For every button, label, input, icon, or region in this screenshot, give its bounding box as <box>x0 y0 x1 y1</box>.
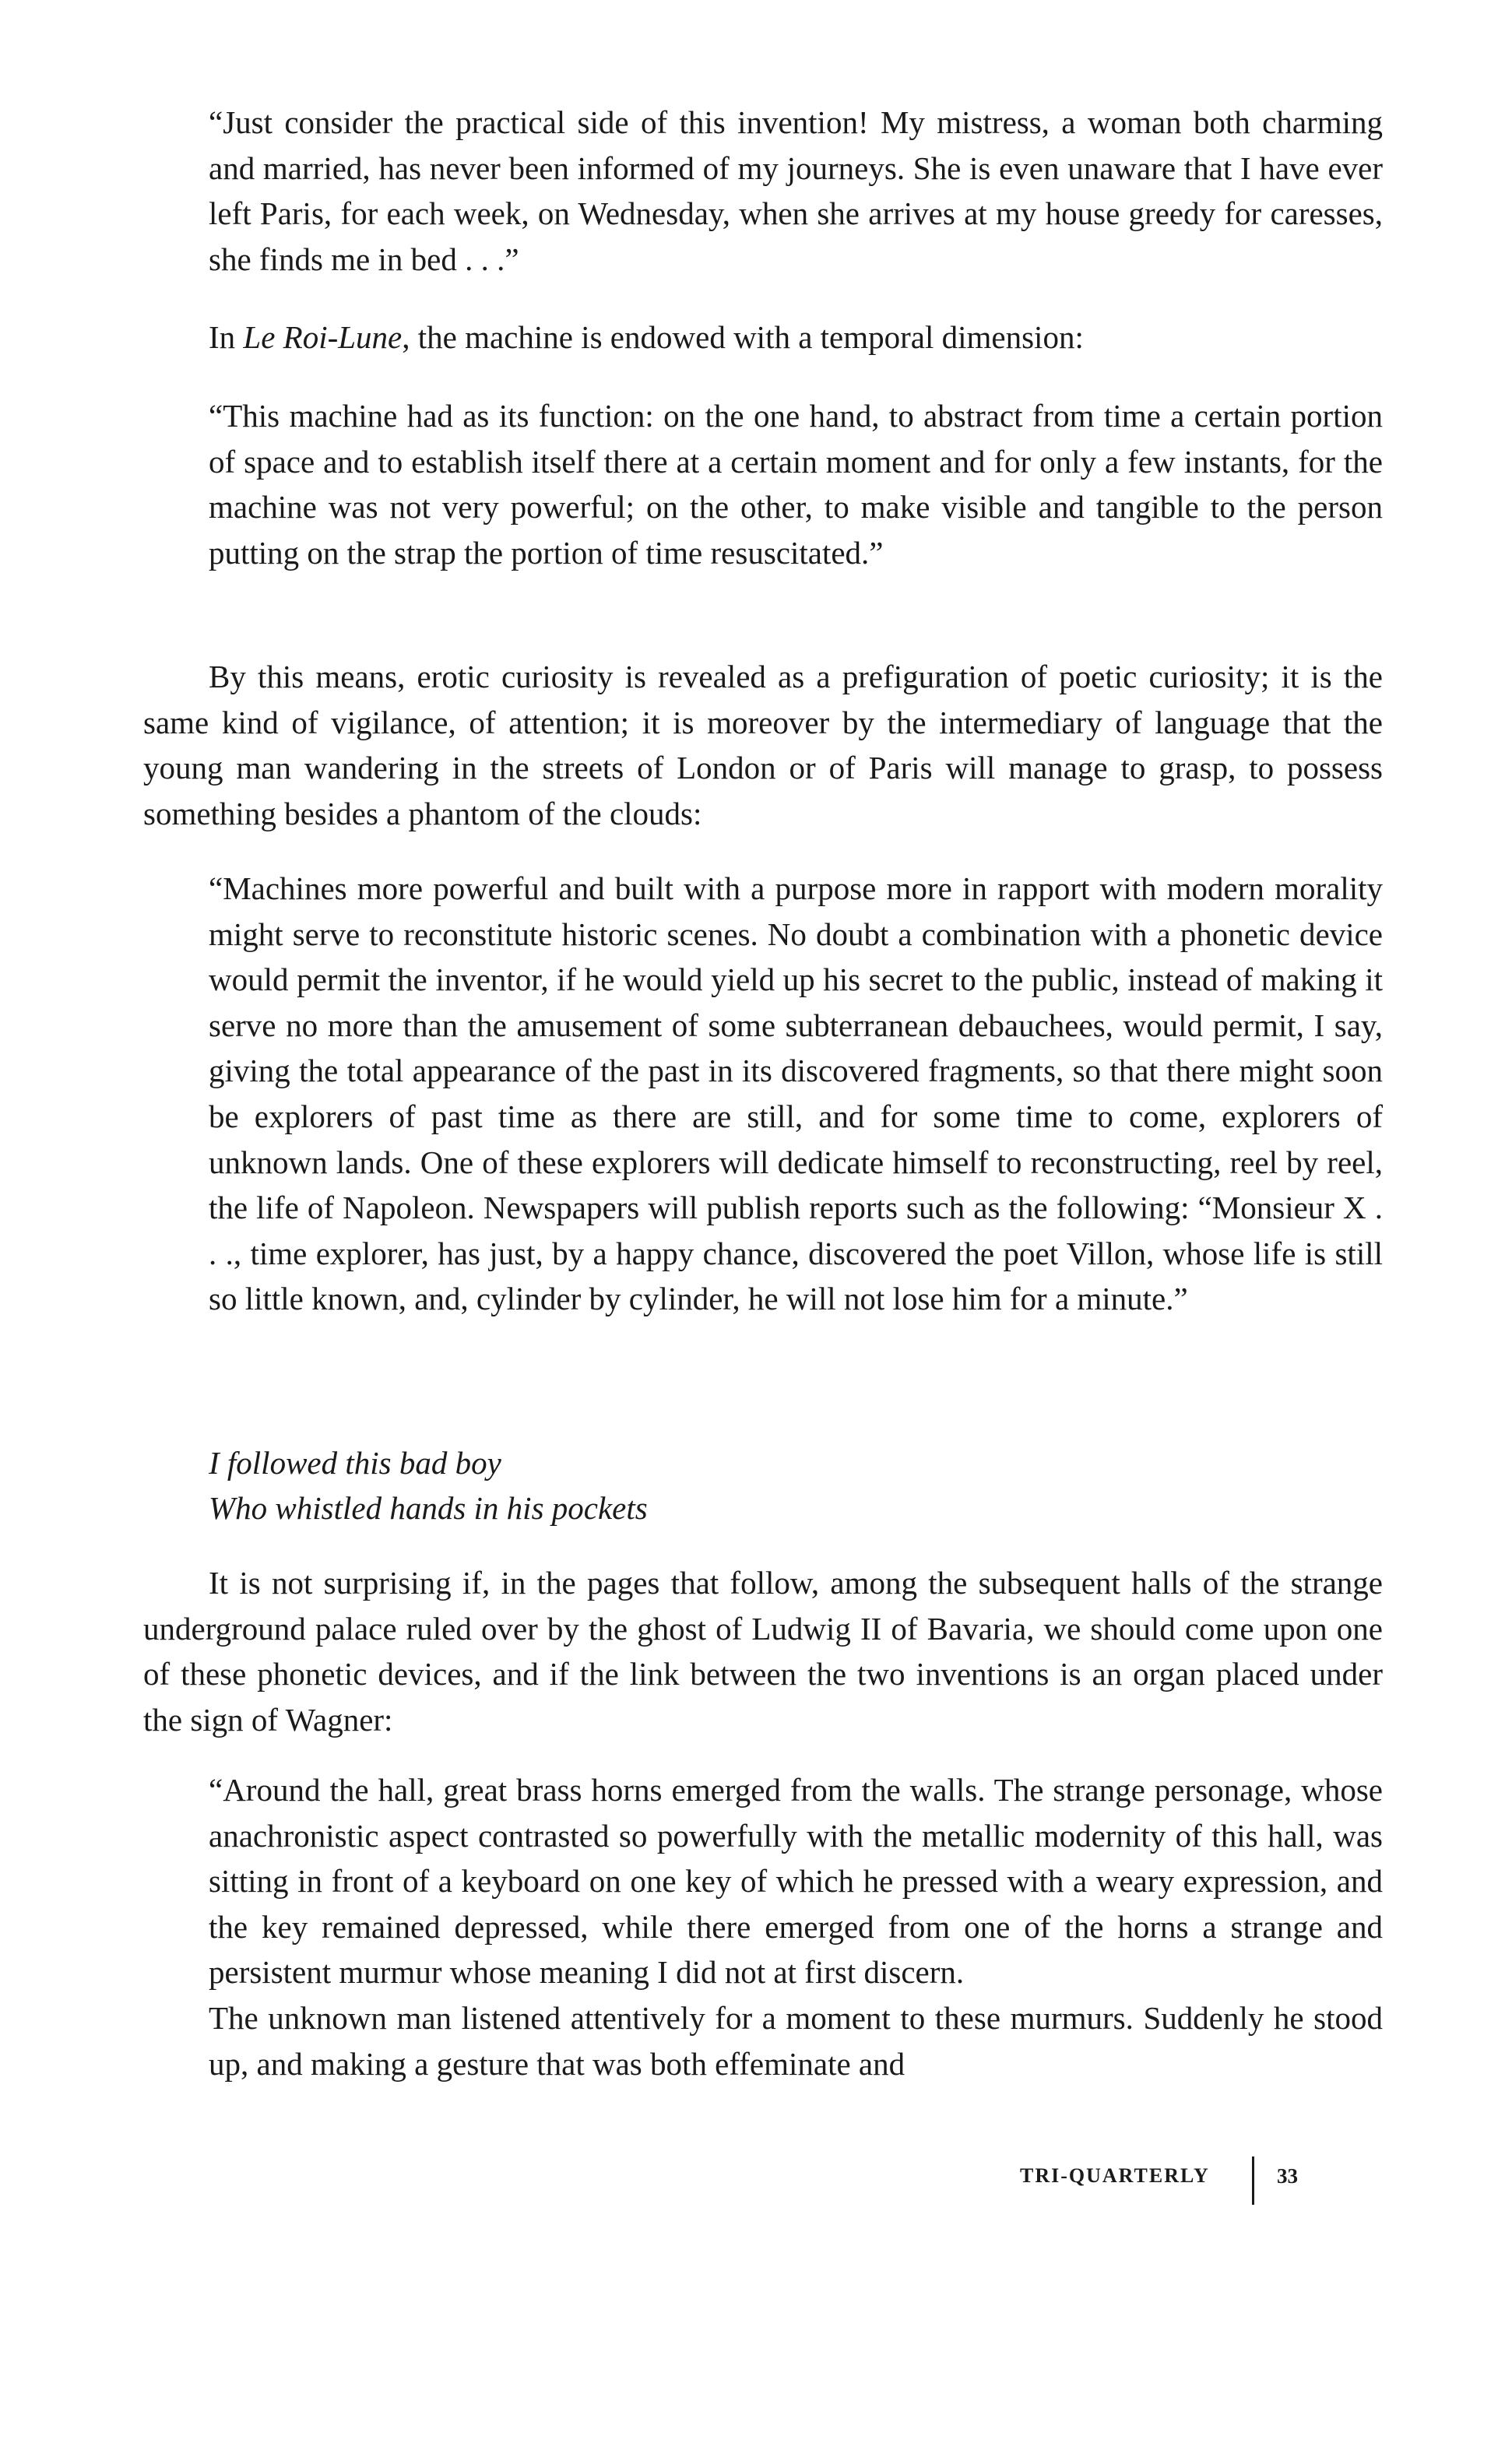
page-number: 33 <box>1277 2164 1298 2188</box>
quote-paragraph-5: “Machines more powerful and built with a purpose more in rapport with modern morality might serve to reconstitute historic scenes. No doubt a combination with a phonetic device would permit the inventor, if he would yield up his secret to the public, instead of making it serve no more than the amusement of some subterranean debauchees, would permit, I say, giving the total appearance of the past in its discovered fragments, so that there might soon be explorers of past time as there are still, and for some time to come, explorers of unknown lands. One of these explorers will dedicate himself to reconstructing, reel by reel, the life of Napoleon. Newspapers will publish reports such as the following: “Monsieur X . . ., time explorer, has just, by a happy chance, discovered the poet Villon, whose life is still so little known, and, cylinder by cylinder, he will not lose him for a minute.” <box>209 870 1383 1317</box>
verse-line-2: Who whistled hands in his pockets <box>209 1490 648 1526</box>
verse-line-1: I followed this bad boy <box>209 1445 501 1481</box>
footer-divider <box>1252 2156 1254 2205</box>
body-paragraph-2 <box>143 315 1383 360</box>
body-paragraph-6: It is not surprising if, in the pages that follow, among the subsequent halls of the strange underground palace ruled over by the ghost of Ludwig II of Bavaria, we should come upon one of these phonetic devices, and if the link between the two inventions is an organ placed under the sign of Wagner: <box>143 1565 1383 1738</box>
quote-paragraph-1: “Just consider the practical side of this invention! My mistress, a woman both charming and married, has never been informed of my journeys. She is even unaware that I have ever left Paris, for each week, on Wednesday, when she arrives at my house greedy for caresses, she finds me in bed . . .” <box>209 104 1383 277</box>
quote-paragraph-8: The unknown man listened attentively for a moment to these murmurs. Suddenly he stood up, and making a gesture that was both effeminate and <box>209 2000 1383 2082</box>
p2-suffix: , the machine is endowed with a temporal dimension: <box>402 319 1084 355</box>
quote-paragraph-3: “This machine had as its function: on the one hand, to abstract from time a certain portion of space and to establish itself there at a certain moment and for only a few instants, for the machine was not very powerful; on the other, to make visible and tangible to the person putting on the strap the portion of time resuscitated.” <box>209 398 1383 571</box>
journal-name: TRI-QUARTERLY <box>1020 2164 1210 2187</box>
body-paragraph-4: By this means, erotic curiosity is revealed as a prefiguration of poetic curiosity; it is the same kind of vigilance, of attention; it is moreover by the intermediary of language that the young man wandering in the streets of London or of Paris will manage to grasp, to possess something besides a phantom of the clouds: <box>143 659 1383 831</box>
quote-paragraph-7: “Around the hall, great brass horns emerged from the walls. The strange personage, whose anachronistic aspect contrasted so powerfully with the metallic modernity of this hall, was sitting in front of a keyboard on one key of which he pressed with a weary expression, and the key remained depressed, while there emerged from one of the horns a strange and persistent murmur whose meaning I did not at first discern. <box>209 1772 1383 1991</box>
book-title: Le Roi-Lune <box>243 319 403 355</box>
page-footer <box>1020 2156 1331 2203</box>
p2-prefix: In <box>209 319 244 355</box>
